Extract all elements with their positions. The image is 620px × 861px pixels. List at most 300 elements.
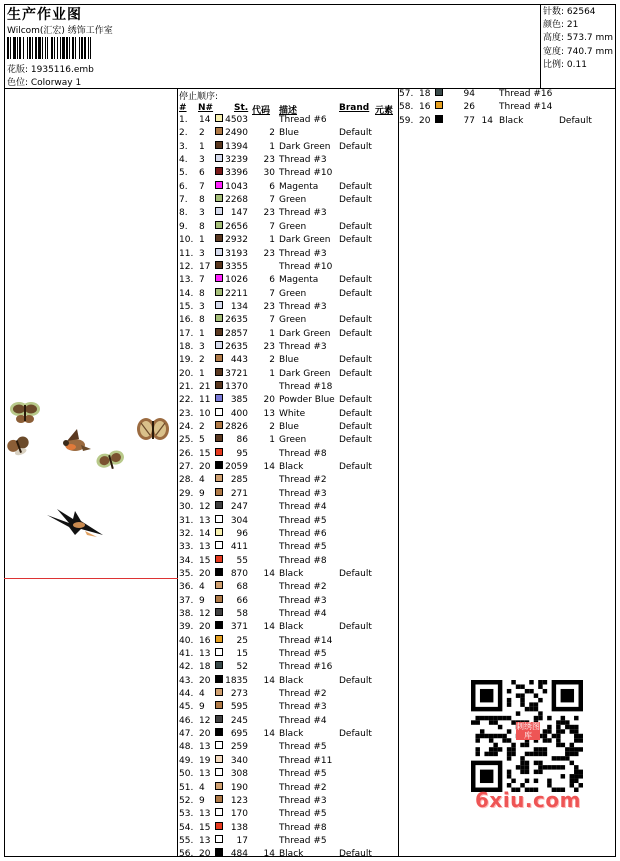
butterfly-1 — [10, 402, 40, 423]
row-description: Thread #5 — [279, 769, 327, 780]
row-index: 57. — [399, 89, 414, 99]
row-stop: 13 — [199, 515, 211, 526]
row-code: 6 — [269, 181, 275, 192]
row-stitches: 245 — [230, 715, 248, 726]
row-index: 50. — [179, 769, 194, 780]
row-index: 29. — [179, 488, 194, 499]
row-stop: 8 — [199, 288, 205, 299]
row-stitches: 259 — [230, 742, 248, 753]
row-description: Thread #5 — [279, 542, 327, 553]
row-stop: 9 — [199, 488, 205, 499]
row-index: 2. — [179, 128, 188, 139]
swallow-bird — [47, 509, 103, 537]
row-code: 2 — [269, 355, 275, 366]
row-description: Dark Green — [279, 235, 331, 246]
row-index: 31. — [179, 515, 194, 526]
row-stitches: 68 — [236, 582, 248, 593]
color-swatch — [435, 101, 443, 109]
row-stitches: 1835 — [225, 675, 248, 686]
row-description: Thread #3 — [279, 248, 327, 259]
row-stitches: 595 — [230, 702, 248, 713]
row-description: Thread #4 — [279, 502, 327, 513]
row-stop: 15 — [199, 822, 211, 833]
row-description: Thread #6 — [279, 115, 327, 125]
row-stop: 8 — [199, 315, 205, 326]
row-description: Green — [279, 435, 307, 446]
row-stop: 15 — [199, 555, 211, 566]
row-index: 23. — [179, 408, 194, 419]
row-stitches: 2826 — [225, 422, 248, 433]
row-code: 14 — [481, 115, 493, 126]
row-description: Powder Blue — [279, 395, 335, 406]
row-description: Green — [279, 221, 307, 232]
row-stop: 20 — [199, 729, 211, 740]
row-stop: 20 — [199, 462, 211, 473]
row-brand: Default — [339, 395, 372, 406]
row-stop: 15 — [199, 448, 211, 459]
row-stop: 9 — [199, 702, 205, 713]
row-stitches: 2857 — [225, 328, 248, 339]
row-index: 3. — [179, 141, 188, 152]
row-description: Thread #16 — [279, 662, 333, 673]
colorway: 色位: Colorway 1 — [7, 78, 82, 88]
row-brand: Default — [339, 435, 372, 446]
row-stop: 3 — [199, 208, 205, 219]
row-index: 28. — [179, 475, 194, 486]
row-code: 14 — [263, 568, 275, 579]
row-index: 52. — [179, 795, 194, 806]
row-stop: 12 — [199, 715, 211, 726]
row-description: Thread #10 — [279, 168, 333, 179]
row-index: 1. — [179, 115, 188, 125]
row-brand: Default — [339, 622, 372, 633]
row-code: 1 — [269, 435, 275, 446]
butterfly-2 — [6, 435, 32, 458]
row-index: 46. — [179, 715, 194, 726]
row-stop: 18 — [419, 89, 431, 99]
row-index: 14. — [179, 288, 194, 299]
row-stop: 8 — [199, 195, 205, 206]
row-index: 39. — [179, 622, 194, 633]
row-description: Magenta — [279, 181, 319, 192]
row-description: Black — [279, 729, 304, 740]
row-description: Green — [279, 288, 307, 299]
row-stop: 16 — [199, 635, 211, 646]
row-stitches: 2656 — [225, 221, 248, 232]
row-description: Thread #5 — [279, 835, 327, 846]
row-code: 1 — [269, 328, 275, 339]
watermark-site: 6xiu.com — [475, 788, 581, 812]
row-stitches: 2635 — [225, 315, 248, 326]
row-stitches: 55 — [236, 555, 248, 566]
row-stop: 17 — [199, 261, 211, 272]
col-stitches: St. — [234, 103, 249, 113]
row-index: 34. — [179, 555, 194, 566]
row-description: Thread #11 — [279, 755, 333, 766]
row-brand: Default — [339, 328, 372, 339]
row-index: 22. — [179, 395, 194, 406]
row-index: 26. — [179, 448, 194, 459]
row-stop: 9 — [199, 795, 205, 806]
row-stitches: 308 — [230, 769, 248, 780]
row-index: 56. — [179, 849, 194, 860]
row-stop: 4 — [199, 782, 205, 793]
row-index: 19. — [179, 355, 194, 366]
row-brand: Default — [339, 422, 372, 433]
row-code: 1 — [269, 141, 275, 152]
row-description: Thread #8 — [279, 822, 327, 833]
row-stop: 13 — [199, 769, 211, 780]
row-index: 42. — [179, 662, 194, 673]
row-stop: 5 — [199, 435, 205, 446]
row-description: Black — [279, 622, 304, 633]
row-description: Thread #6 — [279, 528, 327, 539]
row-code: 20 — [263, 395, 275, 406]
row-brand: Default — [339, 235, 372, 246]
row-stop: 18 — [199, 662, 211, 673]
row-index: 7. — [179, 195, 188, 206]
row-stitches: 96 — [236, 528, 248, 539]
row-brand: Default — [339, 181, 372, 192]
row-description: Thread #2 — [279, 582, 327, 593]
row-description: Blue — [279, 355, 299, 366]
row-code: 23 — [263, 301, 275, 312]
row-stop: 3 — [199, 341, 205, 352]
row-index: 58. — [399, 102, 414, 113]
row-code: 1 — [269, 368, 275, 379]
row-stop: 1 — [199, 368, 205, 379]
row-code: 14 — [263, 675, 275, 686]
row-code: 1 — [269, 235, 275, 246]
row-stitches: 2490 — [225, 128, 248, 139]
row-stop: 14 — [199, 115, 211, 125]
row-code: 14 — [263, 622, 275, 633]
col-index: # — [179, 103, 187, 113]
row-code: 7 — [269, 221, 275, 232]
row-index: 10. — [179, 235, 194, 246]
stats-panel — [543, 6, 613, 72]
row-brand: Default — [339, 221, 372, 232]
design-divider — [177, 88, 178, 857]
row-stitches: 1043 — [225, 181, 248, 192]
row-stop: 4 — [199, 475, 205, 486]
row-stitches: 3193 — [225, 248, 248, 259]
row-stop: 7 — [199, 181, 205, 192]
row-index: 35. — [179, 568, 194, 579]
row-description: Green — [279, 195, 307, 206]
row-stitches: 2932 — [225, 235, 248, 246]
row-stitches: 2059 — [225, 462, 248, 473]
row-stitches: 3721 — [225, 368, 248, 379]
row-stop: 11 — [199, 395, 211, 406]
row-stitches: 271 — [230, 488, 248, 499]
row-index: 13. — [179, 275, 194, 286]
row-brand: Default — [339, 141, 372, 152]
row-stitches: 443 — [230, 355, 248, 366]
row-stitches: 385 — [230, 395, 248, 406]
row-stitches: 134 — [230, 301, 248, 312]
row-stitches: 3396 — [225, 168, 248, 179]
row-stop: 20 — [199, 675, 211, 686]
row-stitches: 1394 — [225, 141, 248, 152]
row-index: 16. — [179, 315, 194, 326]
row-index: 47. — [179, 729, 194, 740]
row-stop: 20 — [199, 849, 211, 860]
row-description: Blue — [279, 128, 299, 139]
row-brand: Default — [339, 729, 372, 740]
row-description: Thread #2 — [279, 475, 327, 486]
row-stitches: 15 — [236, 649, 248, 659]
row-index: 38. — [179, 608, 194, 619]
row-description: Thread #3 — [279, 301, 327, 312]
stop-sequence-title: 停止顺序: — [179, 92, 219, 102]
row-stitches: 86 — [236, 435, 248, 446]
row-index: 15. — [179, 301, 194, 312]
row-stop: 13 — [199, 542, 211, 553]
row-stitches: 170 — [230, 809, 248, 820]
col-element: 元素 — [375, 106, 394, 116]
row-brand: Default — [339, 315, 372, 326]
row-index: 55. — [179, 835, 194, 846]
row-brand: Default — [339, 462, 372, 473]
baseline-marker — [4, 578, 178, 579]
row-stitches: 138 — [230, 822, 248, 833]
row-description: Thread #3 — [279, 595, 327, 606]
row-index: 25. — [179, 435, 194, 446]
height-value: 高度: 573.7 mm — [543, 33, 614, 44]
row-index: 43. — [179, 675, 194, 686]
row-stitches: 1370 — [225, 382, 248, 392]
row-stop: 3 — [199, 301, 205, 312]
row-stitches: 3355 — [225, 261, 248, 272]
row-index: 48. — [179, 742, 194, 753]
row-stitches: 95 — [236, 448, 248, 459]
row-description: Thread #5 — [279, 809, 327, 820]
row-description: Thread #3 — [279, 702, 327, 713]
row-code: 23 — [263, 248, 275, 259]
page-title: 生产作业图 — [7, 7, 82, 23]
row-stitches: 304 — [230, 515, 248, 526]
col-code: 代码 — [252, 106, 271, 116]
row-index: 45. — [179, 702, 194, 713]
color-swatch — [435, 115, 443, 123]
row-description: Thread #5 — [279, 515, 327, 526]
row-stop: 3 — [199, 248, 205, 259]
row-stitches: 2268 — [225, 195, 248, 206]
row-stitches: 285 — [230, 475, 248, 486]
row-description: Thread #14 — [499, 102, 553, 113]
row-stop: 19 — [199, 755, 211, 766]
row-index: 33. — [179, 542, 194, 553]
row-code: 14 — [263, 849, 275, 860]
row-brand: Default — [339, 849, 372, 860]
row-stitches: 695 — [230, 729, 248, 740]
color-count: 颜色: 21 — [543, 20, 579, 31]
bird-1 — [63, 429, 91, 451]
butterfly-3 — [137, 418, 169, 440]
row-stitches: 25 — [236, 635, 248, 646]
row-stitches: 77 — [463, 115, 475, 126]
row-stitches: 247 — [230, 502, 248, 513]
row-code: 7 — [269, 195, 275, 206]
row-stop: 13 — [199, 649, 211, 659]
row-stop: 1 — [199, 141, 205, 152]
row-code: 23 — [263, 208, 275, 219]
row-description: Black — [279, 675, 304, 686]
row-description: Thread #8 — [279, 448, 327, 459]
row-description: Dark Green — [279, 328, 331, 339]
row-brand: Default — [339, 288, 372, 299]
row-stitches: 340 — [230, 755, 248, 766]
row-index: 40. — [179, 635, 194, 646]
row-stop: 20 — [199, 568, 211, 579]
row-code: 30 — [263, 168, 275, 179]
row-stitches: 17 — [236, 835, 248, 846]
row-stop: 13 — [199, 835, 211, 846]
row-description: Thread #4 — [279, 608, 327, 619]
row-stop: 7 — [199, 275, 205, 286]
row-description: Magenta — [279, 275, 319, 286]
row-description: Thread #16 — [499, 89, 553, 99]
row-index: 20. — [179, 368, 194, 379]
row-stitches: 66 — [236, 595, 248, 606]
row-code: 7 — [269, 288, 275, 299]
row-stop: 12 — [199, 502, 211, 513]
row-description: Black — [279, 849, 304, 860]
row-stitches: 58 — [236, 608, 248, 619]
row-brand: Default — [339, 355, 372, 366]
row-stitches: 273 — [230, 689, 248, 700]
row-stitches: 26 — [463, 102, 475, 113]
row-description: Thread #3 — [279, 795, 327, 806]
row-stitches: 94 — [463, 89, 475, 99]
row-brand: Default — [339, 275, 372, 286]
row-code: 23 — [263, 155, 275, 166]
row-index: 59. — [399, 115, 414, 126]
row-stitches: 190 — [230, 782, 248, 793]
row-brand: Default — [339, 408, 372, 419]
row-index: 18. — [179, 341, 194, 352]
row-brand: Default — [339, 568, 372, 579]
row-stitches: 147 — [230, 208, 248, 219]
stitch-count: 针数: 62564 — [543, 7, 596, 17]
design-file: 花版: 1935116.emb — [7, 65, 94, 75]
row-code: 14 — [263, 462, 275, 473]
row-index: 17. — [179, 328, 194, 339]
col-brand: Brand — [339, 103, 370, 113]
row-stop: 9 — [199, 595, 205, 606]
row-stop: 12 — [199, 608, 211, 619]
row-stop: 20 — [419, 115, 431, 126]
row-stop: 20 — [199, 622, 211, 633]
row-brand: Default — [339, 675, 372, 686]
row-stitches: 123 — [230, 795, 248, 806]
row-code: 14 — [263, 729, 275, 740]
row-index: 21. — [179, 382, 194, 392]
row-stop: 4 — [199, 582, 205, 593]
row-description: Thread #14 — [279, 635, 333, 646]
row-brand: Default — [559, 115, 592, 126]
row-description: Thread #18 — [279, 382, 333, 392]
butterfly-4 — [95, 449, 126, 473]
row-description: Black — [279, 462, 304, 473]
row-index: 37. — [179, 595, 194, 606]
row-index: 51. — [179, 782, 194, 793]
row-stitches: 4503 — [225, 115, 248, 125]
row-description: Thread #3 — [279, 155, 327, 166]
row-stitches: 52 — [236, 662, 248, 673]
row-description: Thread #10 — [279, 261, 333, 272]
row-stitches: 1026 — [225, 275, 248, 286]
row-index: 49. — [179, 755, 194, 766]
row-code: 2 — [269, 128, 275, 139]
row-description: Thread #3 — [279, 341, 327, 352]
company-name: Wilcom(汇宏) 绣饰工作室 — [7, 26, 113, 36]
row-index: 30. — [179, 502, 194, 513]
row-description: Dark Green — [279, 368, 331, 379]
row-stop: 14 — [199, 528, 211, 539]
row-brand: Default — [339, 368, 372, 379]
design-preview — [5, 395, 177, 555]
row-stitches: 484 — [230, 849, 248, 860]
row-stitches: 371 — [230, 622, 248, 633]
row-stop: 6 — [199, 168, 205, 179]
row-index: 41. — [179, 649, 194, 659]
barcode — [7, 37, 127, 59]
qr-caption: 刺绣图库 — [516, 722, 540, 740]
row-stop: 1 — [199, 328, 205, 339]
row-stop: 13 — [199, 809, 211, 820]
row-index: 9. — [179, 221, 188, 232]
row-stop: 2 — [199, 355, 205, 366]
color-swatch — [435, 88, 443, 96]
row-index: 32. — [179, 528, 194, 539]
row-description: Thread #5 — [279, 649, 327, 659]
row-index: 4. — [179, 155, 188, 166]
row-code: 7 — [269, 315, 275, 326]
row-description: Blue — [279, 422, 299, 433]
row-code: 13 — [263, 408, 275, 419]
scale-value: 比例: 0.11 — [543, 59, 587, 70]
row-stop: 2 — [199, 128, 205, 139]
row-description: Thread #8 — [279, 555, 327, 566]
row-brand: Default — [339, 128, 372, 139]
row-stop: 21 — [199, 382, 211, 392]
width-value: 宽度: 740.7 mm — [543, 46, 614, 57]
row-stop: 13 — [199, 742, 211, 753]
row-stitches: 411 — [230, 542, 248, 553]
row-index: 24. — [179, 422, 194, 433]
row-stitches: 2211 — [225, 288, 248, 299]
col-description: 描述 — [279, 106, 298, 116]
row-stop: 10 — [199, 408, 211, 419]
row-description: Thread #2 — [279, 782, 327, 793]
row-description: Thread #3 — [279, 488, 327, 499]
row-index: 53. — [179, 809, 194, 820]
stats-divider — [540, 4, 541, 88]
row-index: 36. — [179, 582, 194, 593]
row-index: 5. — [179, 168, 188, 179]
row-stitches: 400 — [230, 408, 248, 419]
row-stop: 8 — [199, 221, 205, 232]
row-code: 6 — [269, 275, 275, 286]
row-description: Thread #3 — [279, 208, 327, 219]
row-description: Green — [279, 315, 307, 326]
row-stop: 2 — [199, 422, 205, 433]
row-stop: 3 — [199, 155, 205, 166]
row-code: 2 — [269, 422, 275, 433]
row-stop: 4 — [199, 689, 205, 700]
